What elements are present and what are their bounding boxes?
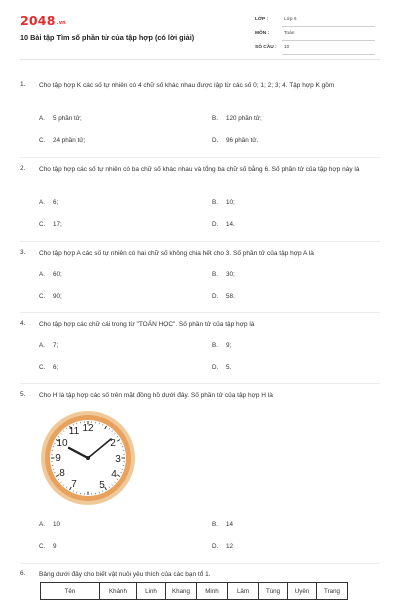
- question-text: Cho tập hợp A các số tự nhiên có hai chữ số không chia hết cho 3. Số phần tử của tập hợp A là: [39, 250, 314, 257]
- option-c[interactable]: C. 9: [39, 543, 57, 550]
- clock-number-8: 8: [59, 468, 65, 479]
- option-d[interactable]: D. 58.: [212, 293, 235, 300]
- option-d[interactable]: D. 96 phần tử.: [212, 137, 259, 144]
- question-text: Cho tập hợp K các số tự nhiên có 4 chữ số khác nhau được lập từ các số 0; 1; 2; 3; 4. Tập hợp K gồm: [39, 82, 335, 89]
- option-c[interactable]: C. 17;: [39, 221, 62, 228]
- meta-divider: [282, 26, 375, 27]
- option-c[interactable]: C. 24 phần tử;: [39, 137, 86, 144]
- table-row: [41, 583, 348, 600]
- meta-subject-value: Toán: [284, 31, 295, 36]
- meta-class: [255, 17, 375, 29]
- question-divider: [20, 241, 380, 242]
- option-b[interactable]: B. 10;: [212, 199, 235, 206]
- clock-number-7: 7: [71, 479, 77, 490]
- question-text: Bảng dưới đây cho biết vật nuôi yêu thích của các bạn tổ 1.: [39, 571, 211, 578]
- table-header-cell: Trang: [317, 583, 348, 600]
- question-divider: [20, 563, 380, 564]
- meta-divider: [282, 40, 375, 41]
- option-a[interactable]: A. 6;: [39, 199, 59, 206]
- meta-count-value: 10: [284, 45, 290, 50]
- option-b[interactable]: B. 120 phần tử;: [212, 115, 262, 122]
- site-logo[interactable]: [20, 13, 66, 28]
- question-number: 4.: [20, 320, 26, 327]
- meta-count-label: SỐ CÂU :: [255, 45, 277, 50]
- table-header-cell: Lâm: [228, 583, 259, 600]
- page-header: [0, 0, 400, 66]
- option-a[interactable]: A. 60;: [39, 271, 62, 278]
- meta-subject: [255, 31, 375, 43]
- clock-number-10: 10: [56, 438, 68, 449]
- question-divider: [20, 157, 380, 158]
- table-header-cell: Khánh: [100, 583, 137, 600]
- clock-svg: [40, 410, 136, 506]
- clock-number-5: 5: [99, 480, 105, 491]
- option-a[interactable]: A. 10: [39, 521, 61, 528]
- clock-number-3: 3: [115, 454, 121, 465]
- clock-number-9: 9: [55, 453, 61, 464]
- question-number: 6.: [20, 570, 26, 577]
- clock-number-4: 4: [111, 469, 117, 480]
- logo-tld: .vn: [56, 20, 66, 26]
- option-b[interactable]: B. 14: [212, 521, 234, 528]
- question-number: 5.: [20, 391, 26, 398]
- option-a[interactable]: A. 5 phần tử;: [39, 115, 82, 122]
- meta-subject-label: MÔN :: [255, 31, 270, 36]
- question-number: 1.: [20, 81, 26, 88]
- table-header-cell: Linh: [137, 583, 166, 600]
- clock-center-pin: [86, 456, 90, 460]
- clock-number-2: 2: [110, 438, 116, 449]
- document-title: 10 Bài tập Tìm số phần tử của tập hợp (có lời giải): [20, 33, 195, 42]
- question-divider: [20, 312, 380, 313]
- question-number: 2.: [20, 165, 26, 172]
- table-header-cell: Tên: [41, 583, 100, 600]
- question-text: Cho tập hợp các chữ cái trong từ "TOÁN HỌC". Số phần tử của tập hợp là: [39, 321, 255, 328]
- option-b[interactable]: B. 9;: [212, 342, 232, 349]
- option-c[interactable]: C. 90;: [39, 293, 62, 300]
- option-b[interactable]: B. 30;: [212, 271, 235, 278]
- wall-clock-image: [40, 410, 136, 506]
- option-d[interactable]: D. 12: [212, 543, 234, 550]
- header-divider: [20, 59, 380, 60]
- meta-class-label: LỚP :: [255, 17, 269, 22]
- clock-number-11: 11: [68, 426, 80, 437]
- table-header-cell: Tùng: [259, 583, 288, 600]
- option-d[interactable]: D. 5.: [212, 364, 232, 371]
- question-divider: [20, 383, 380, 384]
- meta-class-value: Lớp 6: [284, 17, 297, 22]
- pets-table: [40, 582, 348, 600]
- table-header-cell: Khang: [166, 583, 197, 600]
- meta-count: [255, 45, 375, 57]
- option-d[interactable]: D. 14.: [212, 221, 235, 228]
- question-text: Cho tập hợp các số tự nhiên có ba chữ số khác nhau và tổng ba chữ số bằng 6. Số phần tử của tập hợp này là: [39, 166, 360, 173]
- meta-divider: [282, 54, 375, 55]
- logo-text: 2048: [20, 13, 56, 28]
- table-header-cell: Uyên: [288, 583, 317, 600]
- option-a[interactable]: A. 7;: [39, 342, 59, 349]
- question-text: Cho H là tập hợp các số trên mặt đồng hồ dưới đây. Số phần tử của tập hợp H là: [39, 392, 273, 399]
- option-c[interactable]: C. 6;: [39, 364, 59, 371]
- question-number: 3.: [20, 249, 26, 256]
- clock-number-12: 12: [82, 423, 94, 434]
- table-header-cell: Minh: [197, 583, 228, 600]
